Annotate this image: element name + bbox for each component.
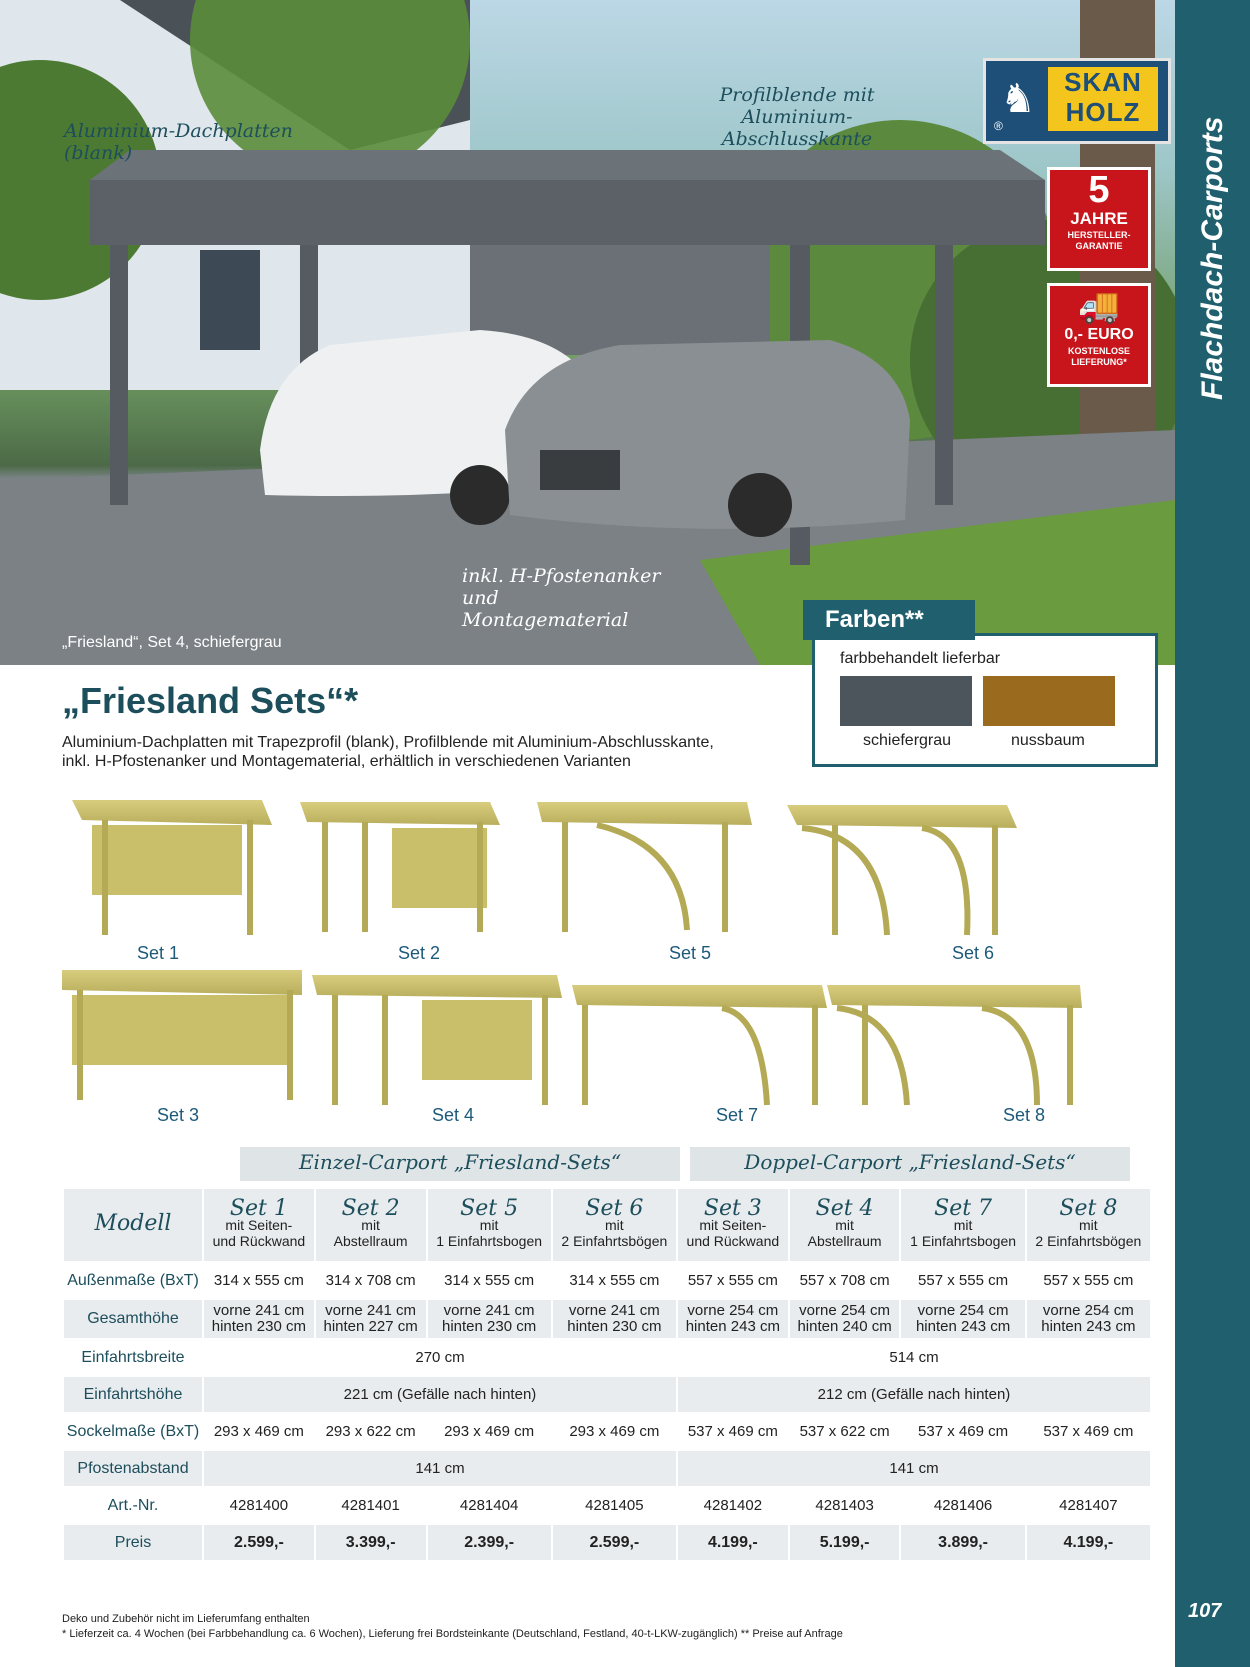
annotation-anchor: inkl. H-Pfostenanker und Montagematerial [462, 565, 661, 631]
moose-icon: ♞ [1000, 77, 1036, 121]
table-cell: 293 x 469 cm [203, 1413, 315, 1450]
swatch-schiefergrau [840, 676, 972, 726]
price-cell: 4.199,- [1026, 1524, 1151, 1561]
table-cell: 537 x 469 cm [1026, 1413, 1151, 1450]
colors-title: Farben** [803, 600, 975, 640]
model-label-cell [63, 1188, 203, 1262]
height-back: hinten 230 cm [211, 1318, 306, 1335]
thumb-set-8 [827, 985, 1082, 1105]
set-label: Set 3 [157, 1105, 200, 1125]
row-label: Pfostenabstand [63, 1450, 203, 1487]
col-set: Set 8 [1059, 1196, 1118, 1221]
row-label: Einfahrtshöhe [63, 1376, 203, 1413]
colors-subtitle: farbbehandelt lieferbar [840, 650, 1001, 667]
logo-wordmark [1048, 67, 1158, 131]
set-label: Set 2 [398, 943, 441, 963]
table-cell [203, 1299, 315, 1339]
thumb-set-4 [312, 975, 562, 1105]
col-line1: mit [835, 1217, 854, 1233]
thumb-set-5 [537, 802, 752, 932]
height-back: hinten 230 cm [442, 1318, 537, 1335]
truck-icon: 🚚 [1077, 287, 1121, 325]
table-cell: 314 x 555 cm [203, 1262, 315, 1299]
sidebar-title: Flachdach-Carports [1196, 116, 1229, 400]
table-row [63, 1376, 1151, 1413]
table-cell: 141 cm [677, 1450, 1151, 1487]
table-cell: 4281402 [677, 1487, 789, 1524]
set-label: Set 8 [1003, 1105, 1046, 1125]
col-head [1026, 1188, 1151, 1262]
col-line2: 1 Einfahrtsbogen [910, 1233, 1017, 1249]
table-cell: 270 cm [203, 1339, 677, 1376]
warranty-badge [1047, 167, 1151, 271]
table-cell: 4281401 [315, 1487, 427, 1524]
row-label: Sockelmaße (BxT) [63, 1413, 203, 1450]
col-head [427, 1188, 552, 1262]
hero-caption: „Friesland“, Set 4, schiefergrau [62, 634, 282, 651]
table-row [63, 1524, 1151, 1561]
table-cell: 557 x 555 cm [900, 1262, 1025, 1299]
table-row [63, 1487, 1151, 1524]
intro-line-1: Aluminium-Dachplatten mit Trapezprofil (blank), Profilblende mit Aluminium-Abschlusskante, [62, 734, 714, 751]
height-front: vorne 254 cm [799, 1302, 891, 1319]
table-cell: 293 x 469 cm [427, 1413, 552, 1450]
col-line1: mit [479, 1217, 499, 1233]
spec-table [62, 1187, 1152, 1562]
footnote-1: Deko und Zubehör nicht im Lieferumfang enthalten [62, 1613, 310, 1625]
delivery-sub: KOSTENLOSE LIEFERUNG* [1067, 346, 1130, 367]
col-set: Set 6 [585, 1196, 644, 1221]
intro-text [62, 733, 762, 771]
footnote-2: * Lieferzeit ca. 4 Wochen (bei Farbbehandlung ca. 6 Wochen), Lieferung frei Bordsteinkante (Deutschland, Festland, 40-t-LKW-zugänglich) ** Preise auf Anfrage [62, 1628, 843, 1640]
col-line1: mit Seiten- [225, 1217, 293, 1233]
logo-line2: HOLZ [1065, 97, 1141, 127]
price-cell: 2.599,- [552, 1524, 677, 1561]
group-header-double: Doppel-Carport „Friesland-Sets“ [744, 1150, 1076, 1174]
model-label: Modell [94, 1211, 172, 1236]
height-front: vorne 241 cm [325, 1302, 417, 1319]
logo-registered: ® [994, 119, 1003, 133]
col-set: Set 4 [815, 1196, 874, 1221]
table-cell: 4281405 [552, 1487, 677, 1524]
height-back: hinten 243 cm [915, 1318, 1011, 1335]
delivery-price: 0,- EURO [1064, 326, 1134, 343]
intro-line-2: inkl. H-Pfostenanker und Montagematerial, erhältlich in verschiedenen Varianten [62, 753, 631, 770]
col-head [677, 1188, 789, 1262]
height-front: vorne 241 cm [443, 1302, 535, 1319]
table-cell [1026, 1299, 1151, 1339]
row-label: Art.-Nr. [63, 1487, 203, 1524]
annotation-fascia: Profilblende mit Aluminium-Abschlusskante [719, 84, 875, 150]
swatch-label-nussbaum: nussbaum [1011, 732, 1085, 749]
col-line1: mit [605, 1217, 624, 1233]
col-line2: 2 Einfahrtsbögen [561, 1233, 668, 1249]
table-cell: 141 cm [203, 1450, 677, 1487]
height-back: hinten 227 cm [323, 1318, 418, 1335]
table-cell: 314 x 555 cm [427, 1262, 552, 1299]
height-back: hinten 230 cm [567, 1318, 662, 1335]
set-label: Set 4 [432, 1105, 475, 1125]
annotation-roof: Aluminium-Dachplatten (blank) [64, 120, 293, 164]
price-cell: 4.199,- [677, 1524, 789, 1561]
row-label: Preis [63, 1524, 203, 1561]
table-cell: 4281400 [203, 1487, 315, 1524]
col-set: Set 2 [341, 1196, 400, 1221]
page-number: 107 [1188, 1600, 1222, 1622]
col-head [315, 1188, 427, 1262]
price-cell: 2.399,- [427, 1524, 552, 1561]
table-row [63, 1299, 1151, 1339]
set-label: Set 6 [952, 943, 995, 963]
set-label: Set 1 [137, 943, 180, 963]
col-line1: mit [1079, 1217, 1098, 1233]
thumb-set-3 [62, 970, 302, 1100]
table-cell: 314 x 708 cm [315, 1262, 427, 1299]
height-back: hinten 243 cm [1041, 1318, 1136, 1335]
table-cell: 557 x 555 cm [1026, 1262, 1151, 1299]
table-cell [315, 1299, 427, 1339]
page-headline: „Friesland Sets“* [62, 680, 359, 721]
table-cell [900, 1299, 1025, 1339]
col-line2: Abstellraum [333, 1233, 408, 1249]
table-cell: 557 x 708 cm [789, 1262, 901, 1299]
table-cell: 4281406 [900, 1487, 1025, 1524]
height-back: hinten 243 cm [685, 1318, 780, 1335]
logo-line1: SKAN [1064, 67, 1142, 97]
skan-holz-logo [983, 58, 1171, 144]
height-front: vorne 241 cm [213, 1302, 305, 1319]
warranty-years: 5 [1088, 169, 1110, 211]
table-cell: 537 x 622 cm [789, 1413, 901, 1450]
col-line1: mit [953, 1217, 973, 1233]
thumb-set-7 [572, 985, 827, 1105]
row-label: Außenmaße (BxT) [63, 1262, 203, 1299]
col-head [203, 1188, 315, 1262]
thumb-set-1 [72, 800, 272, 935]
delivery-badge [1047, 283, 1151, 387]
table-cell: 314 x 555 cm [552, 1262, 677, 1299]
table-cell: 4281404 [427, 1487, 552, 1524]
table-cell: 293 x 469 cm [552, 1413, 677, 1450]
thumb-set-6 [787, 805, 1017, 935]
swatch-nussbaum [983, 676, 1115, 726]
price-cell: 3.399,- [315, 1524, 427, 1561]
warranty-sub: HERSTELLER-GARANTIE [1067, 230, 1131, 251]
set-label: Set 5 [669, 943, 712, 963]
col-line2: Abstellraum [807, 1233, 882, 1249]
height-back: hinten 240 cm [797, 1318, 892, 1335]
table-cell: 537 x 469 cm [677, 1413, 789, 1450]
table-cell: 557 x 555 cm [677, 1262, 789, 1299]
set-label: Set 7 [716, 1105, 759, 1125]
table-cell [427, 1299, 552, 1339]
col-head [900, 1188, 1025, 1262]
col-set: Set 5 [460, 1196, 519, 1221]
col-head [789, 1188, 901, 1262]
col-line1: mit [361, 1217, 380, 1233]
row-label: Gesamthöhe [63, 1299, 203, 1339]
height-front: vorne 241 cm [568, 1302, 660, 1319]
colors-box [812, 633, 1158, 767]
table-row [63, 1413, 1151, 1450]
table-row-header [63, 1188, 1151, 1262]
row-label: Einfahrtsbreite [63, 1339, 203, 1376]
price-cell: 3.899,- [900, 1524, 1025, 1561]
table-row [63, 1339, 1151, 1376]
table-cell [677, 1299, 789, 1339]
table-cell: 514 cm [677, 1339, 1151, 1376]
swatch-label-schiefergrau: schiefergrau [863, 732, 952, 749]
table-cell: 221 cm (Gefälle nach hinten) [203, 1376, 677, 1413]
table-cell: 4281403 [789, 1487, 901, 1524]
height-front: vorne 254 cm [917, 1302, 1009, 1319]
col-line2: und Rückwand [212, 1233, 306, 1249]
col-head [552, 1188, 677, 1262]
table-row [63, 1262, 1151, 1299]
table-cell [552, 1299, 677, 1339]
col-line1: mit Seiten- [699, 1217, 767, 1233]
col-line2: und Rückwand [686, 1233, 780, 1249]
col-set: Set 3 [703, 1196, 762, 1221]
table-cell: 537 x 469 cm [900, 1413, 1025, 1450]
height-front: vorne 254 cm [1042, 1302, 1134, 1319]
table-row [63, 1450, 1151, 1487]
table-cell [789, 1299, 901, 1339]
price-cell: 5.199,- [789, 1524, 901, 1561]
group-header-single: Einzel-Carport „Friesland-Sets“ [298, 1150, 622, 1174]
price-cell: 2.599,- [203, 1524, 315, 1561]
col-line2: 1 Einfahrtsbogen [436, 1233, 543, 1249]
col-set: Set 1 [229, 1196, 288, 1221]
col-line2: 2 Einfahrtsbögen [1035, 1233, 1142, 1249]
table-cell: 293 x 622 cm [315, 1413, 427, 1450]
height-front: vorne 254 cm [687, 1302, 779, 1319]
table-cell: 212 cm (Gefälle nach hinten) [677, 1376, 1151, 1413]
warranty-years-label: JAHRE [1070, 209, 1128, 228]
table-cell: 4281407 [1026, 1487, 1151, 1524]
col-set: Set 7 [934, 1196, 993, 1221]
thumb-set-2 [300, 802, 500, 932]
